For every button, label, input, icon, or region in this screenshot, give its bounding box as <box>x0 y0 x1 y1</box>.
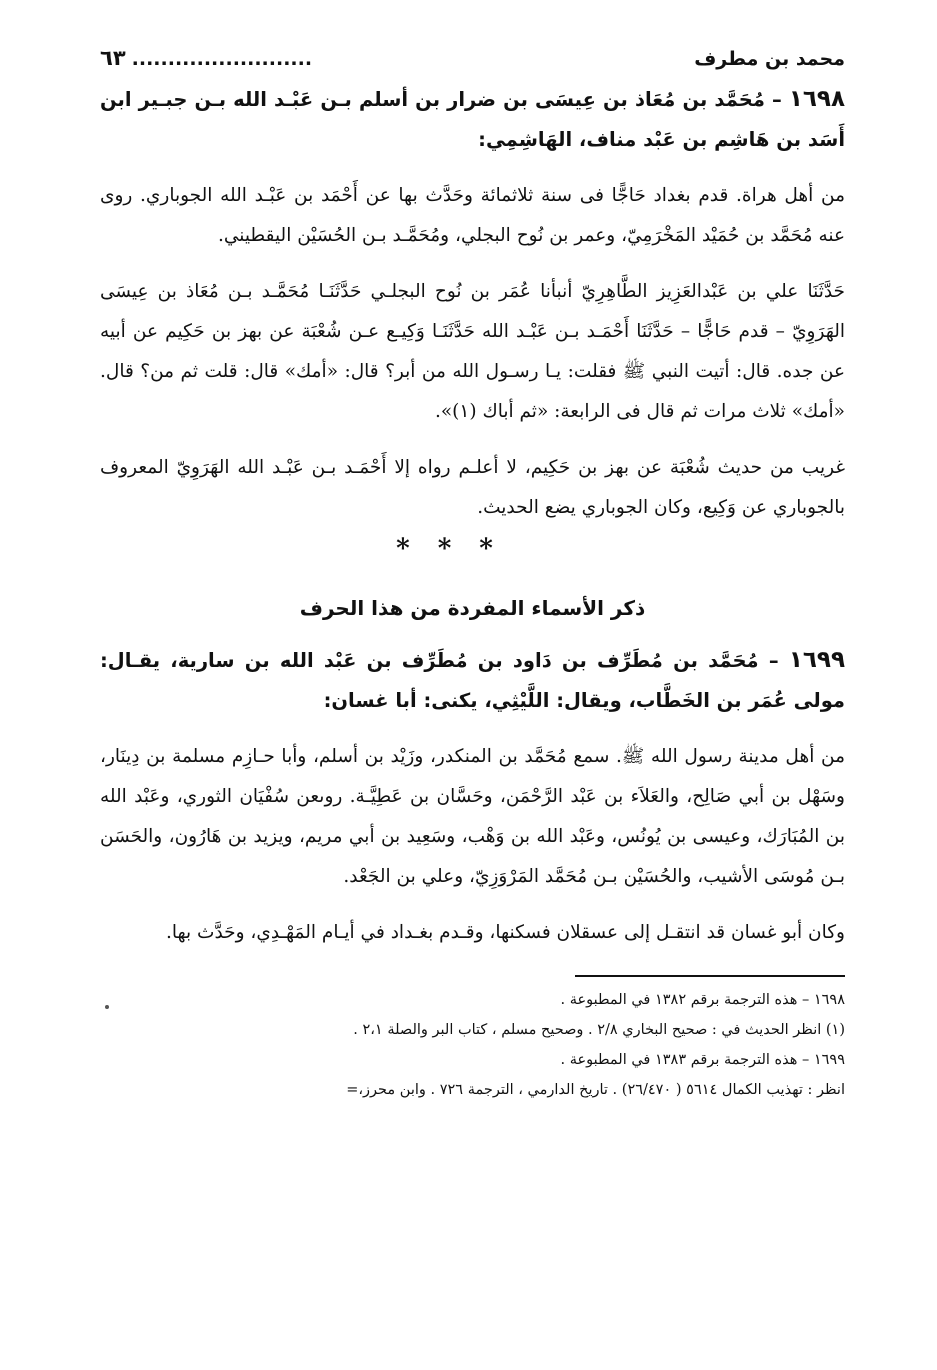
asterisk-separator: *** <box>396 534 521 564</box>
entry-heading-1698 <box>100 79 845 160</box>
entry-heading-text: مُحَمَّد بن مُعَاذ بن عِيسَى بن ضرار بن أسلم بـن عَبْـد الله بـن جبـير ابن أَسَد بن هَاشِم بن عَبْد مناف، الهَاشِمِي: <box>100 88 845 151</box>
entry-heading-1699 <box>100 640 845 721</box>
paragraph: غريب من حديث شُعْبَة عن بهز بن حَكِيم، لا أعلـم رواه إلا أَحْمَـد بـن عَبْـد الله الهَرَوِيّ المعروف بالجوباري عن وَكِيع، وكان الجوباري يضع الحديث. <box>100 457 845 518</box>
footnote: انظر : تهذيب الكمال ٥٦١٤ ( ٢٦/٤٧٠) . تاريخ الدارمي ، الترجمة ٧٢٦ . وابن محرز،= <box>346 1082 845 1098</box>
entry-heading-text: مُحَمَّد بن مُطَرِّف بن دَاود بن مُطَرِّف بن عَبْد الله بن سارية، يقـال: مولى عُمَر بن الخَطَّاب، ويقال: اللَّيْثِي، يكنى: أبا غسان: <box>100 649 845 712</box>
footnote: ١٦٩٩ – هذه الترجمة برقم ١٣٨٣ في المطبوعة . <box>560 1052 845 1068</box>
footnote: ١٦٩٨ – هذه الترجمة برقم ١٣٨٢ في المطبوعة . <box>560 992 845 1008</box>
footnotes <box>100 985 845 1105</box>
paragraph: من أهل مدينة رسول الله ﷺ. سمع مُحَمَّد بن المنكدر، وزَيْد بن أسلم، وأبا حـازِم مسلمة بن دِينَار، وسَهْل بن أبي صَالِح، والعَلاَء بن عَبْد الرَّحْمَن، وحَسَّان بن عَطِيَّـة. روىعن سُفْيَان الثوري، وعَبْد الله بن المُبَارَك، وعيسى بن يُونُس، وعَبْد الله بن وَهْب، وسَعِيد بن أبي مريم، ويزيد بن هَارُون، والحَسَن بـن مُوسَى الأشيب، والحُسَيْن بـن مُحَمَّد المَرْوَزِيّ، وعلي بن الجَعْد. <box>100 746 845 887</box>
paragraph: حَدَّثَنَا علي بن عَبْدالعَزِيز الطَّاهِرِيّ أنبأنا عُمَر بن نُوح البجلـي حَدَّثَنَـا مُحَمَّـد بـن مُعَاذ بن عِيسَى الهَرَوِيّ – قدم حَاجًّا – حَدَّثَنَا أَحْمَـد بـن عَبْـد الله حَدَّثَنَـا وَكِيـع عـن شُعْبَة عن بهز بن حَكِيم عن أبيه عن جده. قال: أتيت النبي ﷺ فقلت: يـا رسـول الله من أبر؟ قال: «أمك» قال: قلت ثم من؟ قال. «أمك» ثلاث مرات ثم قال فى الرابعة: «ثم أباك (١)». <box>100 281 845 422</box>
book-page <box>100 38 845 1348</box>
running-head <box>100 38 845 79</box>
section-title: ذكر الأسماء المفردة من هذا الحرف <box>299 596 646 620</box>
running-head-leader: ......................... <box>131 48 313 70</box>
entry-number: ١٦٩٨ <box>788 86 845 112</box>
page-number: ٦٣ <box>100 46 126 70</box>
footnote: (١) انظر الحديث في : صحيح البخاري ٢/٨ . وصحيح مسلم ، كتاب البر والصلة ٢،١ . <box>353 1022 845 1038</box>
entry-number: ١٦٩٩ <box>788 647 845 673</box>
entry-dash: – <box>771 88 782 111</box>
paragraph: وكان أبو غسان قد انتقـل إلى عسقلان فسكنها، وقـدم بغـداد في أيـام المَهْـدِي، وحَدَّث بها. <box>165 922 845 943</box>
running-head-title: محمد بن مطرف <box>694 48 845 70</box>
entry-dash: – <box>768 649 779 672</box>
paragraph: من أهل هراة. قدم بغداد حَاجًّا فى سنة ثلاثمائة وحَدَّث بها عن أَحْمَد بن عَبْـد الله الجوباري. روى عنه مُحَمَّد بن حُمَيْد المَخْرَمِيّ، وعمر بن نُوح البجلي، ومُحَمَّـد بـن الحُسَيْن اليقطيني. <box>100 185 845 246</box>
footnote-rule <box>575 975 845 977</box>
print-speck <box>105 1005 109 1009</box>
